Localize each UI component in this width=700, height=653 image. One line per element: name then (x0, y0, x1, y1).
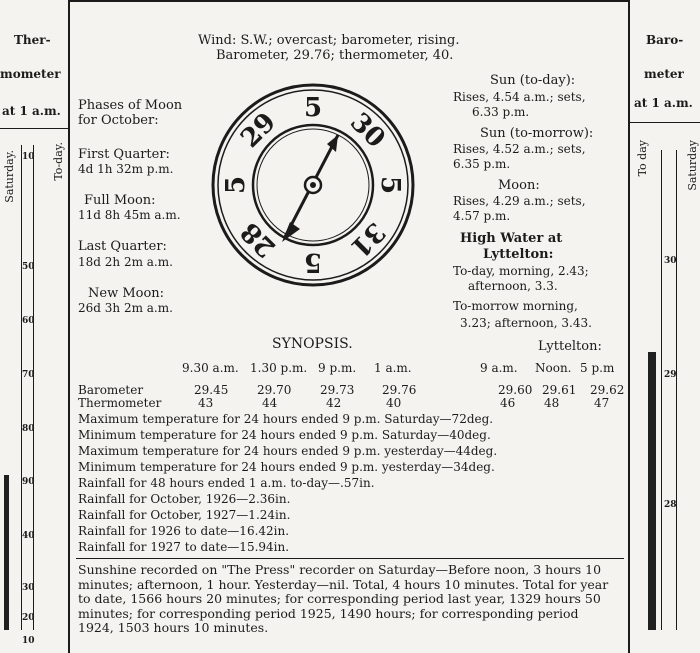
synopsis-col-header: 1 a.m. (374, 361, 412, 375)
rule-top (70, 0, 628, 2)
thermometer-saturday-label: Saturday. (3, 150, 16, 203)
rainfall-line: Rainfall for October, 1927—1.24in. (78, 508, 291, 522)
thermo-tick: 10 (22, 636, 35, 646)
rainfall-line: Rainfall for 1927 to date—15.94in. (78, 540, 290, 554)
lyttelton-cell: 29.60 (498, 383, 533, 397)
synopsis-cell: 43 (198, 396, 214, 410)
lyttelton-header: 5 p.m (580, 361, 615, 375)
thermometer-header-2: mometer (0, 67, 61, 81)
phase-name: Full Moon: (84, 193, 156, 208)
sun-tomorrow-line-2: 6.35 p.m. (453, 157, 511, 171)
lyttelton-title: Lyttelton: (538, 339, 602, 354)
thermo-tick: 80 (22, 424, 35, 434)
dial-number: 30 (343, 107, 391, 155)
barometer-dial (210, 82, 416, 288)
high-water-line: To-morrow morning, (453, 299, 578, 313)
sun-today-line-1: Rises, 4.54 a.m.; sets, (453, 90, 586, 104)
barometer-header-3: at 1 a.m. (634, 96, 693, 110)
sun-today-line-2: 6.33 p.m. (472, 105, 530, 119)
synopsis-cell: 29.73 (320, 383, 355, 397)
lyttelton-cell: 46 (500, 396, 516, 410)
moon-phases-title-1: Phases of Moon (78, 98, 183, 113)
dial-number: 5 (303, 247, 323, 277)
dial-number: 28 (235, 215, 283, 263)
rainfall-line: Rainfall for 48 hours ended 1 a.m. to-day—.57in. (78, 476, 375, 490)
phase-when: 4d 1h 32m p.m. (78, 162, 174, 176)
lyttelton-cell: 48 (544, 396, 560, 410)
moon-phases-title-2: for October: (78, 113, 159, 128)
baro-tick: 28 (664, 500, 677, 510)
lyttelton-cell: 29.62 (590, 383, 625, 397)
temperature-line: Minimum temperature for 24 hours ended 9 p.m. Saturday—40deg. (78, 428, 491, 442)
baro-tick: 29 (664, 370, 677, 380)
high-water-title-2: Lyttelton: (483, 247, 554, 262)
dial-number: 29 (235, 107, 283, 155)
barometer-header-2: meter (644, 67, 684, 81)
high-water-line: 3.23; afternoon, 3.43. (460, 316, 592, 330)
rainfall-line: Rainfall for October, 1926—2.36in. (78, 492, 291, 506)
sun-tomorrow-title: Sun (to-morrow): (480, 126, 594, 141)
lyttelton-header: Noon. (535, 361, 572, 375)
barometer-level-bar (648, 352, 656, 630)
synopsis-cell: 42 (326, 396, 342, 410)
dial-number: 31 (343, 215, 391, 263)
synopsis-col-header: 1.30 p.m. (250, 361, 308, 375)
rainfall-line: Rainfall for 1926 to date—16.42in. (78, 524, 290, 538)
thermo-tick: 60 (22, 316, 35, 326)
barometer-today-label: To day (636, 140, 649, 177)
synopsis-cell: 40 (386, 396, 402, 410)
synopsis-cell: 29.76 (382, 383, 417, 397)
thermo-tick: 20 (22, 613, 35, 623)
high-water-line: To-day, morning, 2.43; (453, 264, 589, 278)
high-water-line: afternoon, 3.3. (468, 279, 558, 293)
thermo-tick: 90 (22, 477, 35, 487)
high-water-title-1: High Water at (460, 231, 563, 246)
temperature-line: Maximum temperature for 24 hours ended 9 p.m. Saturday—72deg. (78, 412, 494, 426)
phase-when: 18d 2h 2m a.m. (78, 255, 173, 269)
temperature-line: Minimum temperature for 24 hours ended 9 p.m. yesterday—34deg. (78, 460, 495, 474)
thermo-tick: 40 (22, 531, 35, 541)
synopsis-col-header: 9 p.m. (318, 361, 357, 375)
rule-left (68, 0, 70, 653)
moon-title: Moon: (498, 178, 540, 193)
phase-name: Last Quarter: (78, 239, 167, 254)
thermometer-level-bar (4, 475, 9, 630)
thermo-tick: 70 (22, 370, 35, 380)
thermometer-header-3: at 1 a.m. (2, 104, 61, 118)
phase-when: 11d 8h 45m a.m. (78, 208, 181, 222)
weather-line-1: Wind: S.W.; overcast; barometer, rising. (198, 33, 460, 48)
sun-tomorrow-line-1: Rises, 4.52 a.m.; sets, (453, 142, 586, 156)
phase-name: New Moon: (88, 286, 165, 301)
dial-needle-icon (282, 135, 338, 242)
phase-name: First Quarter: (78, 147, 170, 162)
synopsis-row-label: Barometer (78, 383, 144, 397)
barometer-saturday-label: Saturday (686, 140, 699, 191)
phase-when: 26d 3h 2m a.m. (78, 301, 173, 315)
lyttelton-header: 9 a.m. (480, 361, 518, 375)
lyttelton-cell: 47 (594, 396, 610, 410)
thermo-tick: 50 (22, 262, 35, 272)
barometer-header-1: Baro- (646, 33, 684, 47)
dial-number: 5 (221, 175, 251, 195)
thermometer-today-label: To-day. (52, 142, 65, 181)
synopsis-title: SYNOPSIS. (272, 336, 353, 352)
synopsis-col-header: 9.30 a.m. (182, 361, 239, 375)
dial-number: 5 (375, 175, 405, 195)
temperature-line: Maximum temperature for 24 hours ended 9 p.m. yesterday—44deg. (78, 444, 498, 458)
moon-line-1: Rises, 4.29 a.m.; sets, (453, 194, 586, 208)
synopsis-row-label: Thermometer (78, 396, 162, 410)
synopsis-cell: 29.45 (194, 383, 229, 397)
synopsis-cell: 44 (262, 396, 278, 410)
baro-tick: 30 (664, 256, 677, 266)
synopsis-cell: 29.70 (257, 383, 292, 397)
thermo-tick: 10 (22, 152, 35, 162)
sun-today-title: Sun (to-day): (490, 73, 576, 88)
weather-line-2: Barometer, 29.76; thermometer, 40. (216, 48, 454, 63)
moon-line-2: 4.57 p.m. (453, 209, 511, 223)
thermo-tick: 30 (22, 583, 35, 593)
lyttelton-cell: 29.61 (542, 383, 577, 397)
sunshine-paragraph: Sunshine recorded on "The Press" recorder on Saturday—Before noon, 3 hours 10 minutes; afternoon, 1 hour. Yesterday—nil. Total, 4 hours 10 minutes. Total for year to date, 1566 hours 20 minutes; for corresponding period last year, 1329 hours 50 minutes; for corresponding period 1925, 1490 hours; for corresponding period 1924, 1503 hours 10 minutes. (78, 562, 609, 636)
dial-number: 5 (303, 93, 323, 123)
rule-right (628, 0, 630, 653)
thermometer-header-1: Ther- (14, 33, 51, 47)
